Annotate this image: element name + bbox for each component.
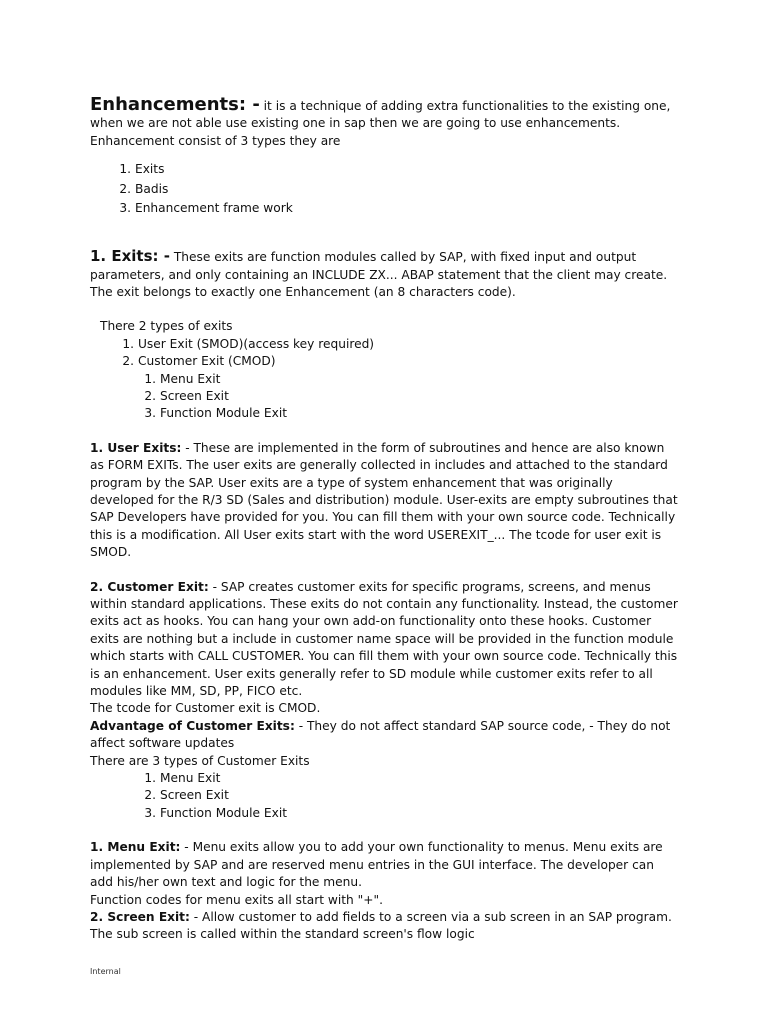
list-number: 3.: [144, 406, 156, 421]
list-number: 1.: [144, 771, 156, 786]
list-label: Badis: [135, 181, 169, 196]
list-label: Function Module Exit: [160, 805, 287, 820]
list-item: [119, 199, 678, 218]
list-item: [144, 770, 678, 787]
screen-exit-heading: 2. Screen Exit:: [90, 909, 190, 924]
advantage-text: - They do not affect standard SAP source code, - They do not affect software updates: [90, 718, 671, 751]
list-label: Customer Exit (CMOD): [138, 354, 276, 369]
user-exits-heading: 1. User Exits:: [90, 440, 182, 455]
footer-classification: Internal: [90, 967, 121, 976]
list-number: 3.: [119, 200, 131, 215]
list-label: User Exit (SMOD)(access key required): [138, 336, 375, 351]
document-body: [90, 96, 678, 944]
list-item: [144, 805, 678, 822]
exit-types-intro: There 2 types of exits: [100, 319, 233, 334]
list-label: Screen Exit: [160, 788, 229, 803]
list-label: Function Module Exit: [160, 406, 287, 421]
list-item: [144, 371, 678, 388]
enhancements-paragraph: [90, 96, 678, 133]
screen-exit-text: - Allow customer to add fields to a screen via a sub screen in an SAP program. The sub screen is called within the standard screen's flow logic: [90, 909, 672, 942]
list-number: 3.: [144, 805, 156, 820]
list-item: [122, 353, 678, 370]
customer-exit-types-list: [144, 770, 678, 822]
customer-exit-tcode: The tcode for Customer exit is CMOD.: [90, 701, 321, 716]
enhancements-consist: Enhancement consist of 3 types they are: [90, 133, 341, 148]
list-number: 2.: [119, 181, 131, 196]
list-item: [122, 336, 678, 353]
list-label: Menu Exit: [160, 371, 221, 386]
menu-exit-paragraph: [90, 839, 678, 891]
list-item: [144, 405, 678, 422]
list-item: [119, 160, 678, 179]
customer-exit-text: - SAP creates customer exits for specific programs, screens, and menus within standard applications. These exits do not contain any functionality. Instead, the customer exits act as hooks. You can hang your own add-on functionality onto these hooks. Customer exits are nothing but a include in customer name space will be provided in the function module which starts with CALL CUSTOMER. You can fill them with your own source code. Technically this is an enhancement. User exits generally refer to SD module while customer exits refer to all modules like MM, SD, PP, FICO etc.: [90, 579, 678, 699]
exit-types-list: [122, 336, 678, 371]
advantage-heading: Advantage of Customer Exits:: [90, 718, 295, 733]
list-number: 1.: [144, 371, 156, 386]
list-item: [144, 787, 678, 804]
list-item: [119, 180, 678, 199]
menu-exit-heading: 1. Menu Exit:: [90, 840, 181, 855]
enhancements-text: it is a technique of adding extra functionalities to the existing one, when we are not able use existing one in sap then we are going to use enhancements.: [90, 99, 671, 131]
user-exits-text: - These are implemented in the form of subroutines and hence are also known as FORM EXITs. The user exits are generally collected in includes and attached to the standard program by the SAP. User exits are a type of system enhancement that was originally developed for the R/3 SD (Sales and distribution) module. User-exits are empty subroutines that SAP Developers have provided for you. You can fill them with your own source code. Technically this is a modification. All User exits start with the word USEREXIT_... The tcode for user exit is SMOD.: [90, 440, 678, 560]
customer-exit-paragraph: [90, 579, 678, 701]
enhancement-types-list: [119, 160, 678, 218]
list-number: 2.: [144, 788, 156, 803]
screen-exit-paragraph: [90, 909, 678, 944]
list-number: 1.: [122, 336, 134, 351]
list-label: Menu Exit: [160, 771, 221, 786]
enhancements-heading: Enhancements: -: [90, 94, 260, 115]
list-label: Exits: [135, 162, 165, 177]
list-number: 2.: [122, 354, 134, 369]
customer-exit-types-intro: There are 3 types of Customer Exits: [90, 753, 310, 768]
list-item: [144, 388, 678, 405]
exits-paragraph: [90, 248, 678, 301]
list-label: Enhancement frame work: [135, 200, 293, 215]
list-number: 1.: [119, 162, 131, 177]
user-exits-paragraph: [90, 440, 678, 562]
menu-exit-function-codes: Function codes for menu exits all start with "+".: [90, 892, 383, 907]
list-number: 2.: [144, 388, 156, 403]
advantage-paragraph: [90, 718, 678, 753]
customer-exit-subtypes-list: [144, 371, 678, 423]
list-label: Screen Exit: [160, 388, 229, 403]
customer-exit-heading: 2. Customer Exit:: [90, 579, 209, 594]
menu-exit-text: - Menu exits allow you to add your own functionality to menus. Menu exits are implemented by SAP and are reserved menu entries in the GUI interface. The developer can add his/her own text and logic for the menu.: [90, 840, 663, 890]
exits-heading: 1. Exits: -: [90, 247, 170, 266]
exits-text: These exits are function modules called by SAP, with fixed input and output parameters, and only containing an INCLUDE ZX... ABAP statement that the client may create. The exit belongs to exactly one Enhancement (an 8 characters code).: [90, 250, 668, 299]
